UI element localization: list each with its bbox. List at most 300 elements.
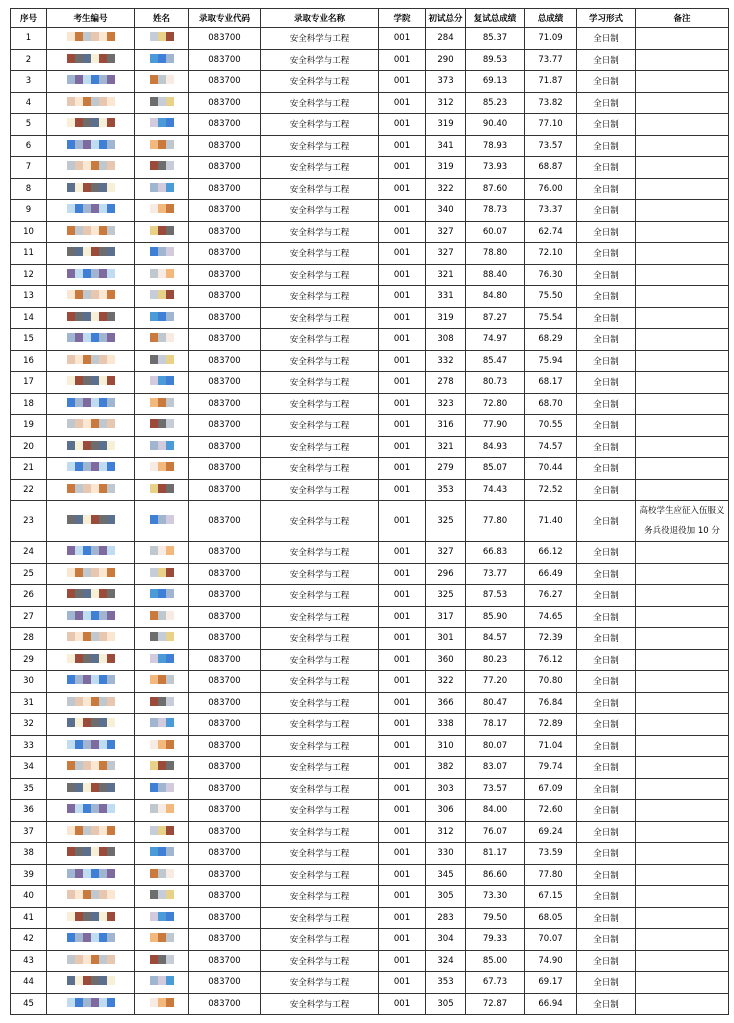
cell-major-name: 安全科学与工程 bbox=[261, 28, 379, 50]
mosaic-pixel bbox=[107, 933, 115, 942]
cell-seq: 7 bbox=[11, 157, 47, 179]
mosaic-pixel bbox=[67, 589, 75, 598]
mosaic-pixel bbox=[166, 740, 174, 749]
redaction-mosaic bbox=[150, 718, 174, 727]
mosaic-pixel bbox=[150, 546, 158, 555]
mosaic-pixel bbox=[107, 118, 115, 127]
mosaic-pixel bbox=[150, 912, 158, 921]
mosaic-pixel bbox=[107, 890, 115, 899]
mosaic-pixel bbox=[99, 568, 107, 577]
cell-total-score: 74.65 bbox=[525, 606, 577, 628]
mosaic-pixel bbox=[67, 976, 75, 985]
table-row bbox=[11, 178, 729, 200]
redaction-mosaic bbox=[150, 183, 174, 192]
cell-major-code: 083700 bbox=[189, 286, 261, 308]
cell-exam-id-redacted bbox=[47, 950, 135, 972]
mosaic-pixel bbox=[107, 740, 115, 749]
cell-retest-score: 85.07 bbox=[466, 458, 525, 480]
cell-school: 001 bbox=[379, 563, 426, 585]
redaction-mosaic bbox=[67, 183, 115, 192]
mosaic-pixel bbox=[158, 740, 166, 749]
mosaic-pixel bbox=[158, 761, 166, 770]
cell-total-score: 77.10 bbox=[525, 114, 577, 136]
mosaic-pixel bbox=[75, 955, 83, 964]
mosaic-pixel bbox=[166, 54, 174, 63]
mosaic-pixel bbox=[91, 204, 99, 213]
mosaic-pixel bbox=[91, 355, 99, 364]
cell-initial-score: 283 bbox=[426, 907, 466, 929]
table-row bbox=[11, 243, 729, 265]
cell-initial-score: 290 bbox=[426, 49, 466, 71]
cell-major-code: 083700 bbox=[189, 135, 261, 157]
cell-initial-score: 340 bbox=[426, 200, 466, 222]
mosaic-pixel bbox=[107, 675, 115, 684]
cell-total-score: 72.52 bbox=[525, 479, 577, 501]
mosaic-pixel bbox=[158, 462, 166, 471]
cell-name-redacted bbox=[135, 907, 189, 929]
mosaic-pixel bbox=[99, 804, 107, 813]
mosaic-pixel bbox=[83, 976, 91, 985]
mosaic-pixel bbox=[83, 869, 91, 878]
mosaic-pixel bbox=[75, 247, 83, 256]
cell-study-mode: 全日制 bbox=[577, 649, 636, 671]
mosaic-pixel bbox=[166, 269, 174, 278]
mosaic-pixel bbox=[67, 97, 75, 106]
cell-exam-id-redacted bbox=[47, 307, 135, 329]
table-header-row bbox=[11, 9, 729, 28]
mosaic-pixel bbox=[107, 611, 115, 620]
mosaic-pixel bbox=[158, 183, 166, 192]
redaction-mosaic bbox=[150, 515, 174, 524]
cell-school: 001 bbox=[379, 200, 426, 222]
cell-seq: 40 bbox=[11, 886, 47, 908]
mosaic-pixel bbox=[158, 589, 166, 598]
cell-note bbox=[636, 264, 729, 286]
cell-retest-score: 60.07 bbox=[466, 221, 525, 243]
cell-name-redacted bbox=[135, 114, 189, 136]
cell-school: 001 bbox=[379, 221, 426, 243]
table-row bbox=[11, 714, 729, 736]
cell-seq: 20 bbox=[11, 436, 47, 458]
cell-exam-id-redacted bbox=[47, 393, 135, 415]
mosaic-pixel bbox=[150, 826, 158, 835]
cell-name-redacted bbox=[135, 479, 189, 501]
redaction-mosaic bbox=[150, 355, 174, 364]
cell-note bbox=[636, 585, 729, 607]
mosaic-pixel bbox=[75, 804, 83, 813]
cell-retest-score: 87.60 bbox=[466, 178, 525, 200]
mosaic-pixel bbox=[107, 912, 115, 921]
cell-study-mode: 全日制 bbox=[577, 542, 636, 564]
cell-initial-score: 332 bbox=[426, 350, 466, 372]
cell-study-mode: 全日制 bbox=[577, 243, 636, 265]
cell-school: 001 bbox=[379, 606, 426, 628]
cell-study-mode: 全日制 bbox=[577, 286, 636, 308]
mosaic-pixel bbox=[158, 611, 166, 620]
cell-study-mode: 全日制 bbox=[577, 907, 636, 929]
mosaic-pixel bbox=[150, 204, 158, 213]
mosaic-pixel bbox=[83, 890, 91, 899]
mosaic-pixel bbox=[75, 890, 83, 899]
redaction-mosaic bbox=[67, 998, 115, 1007]
cell-seq: 34 bbox=[11, 757, 47, 779]
mosaic-pixel bbox=[158, 826, 166, 835]
cell-seq: 6 bbox=[11, 135, 47, 157]
cell-exam-id-redacted bbox=[47, 49, 135, 71]
redaction-mosaic bbox=[67, 226, 115, 235]
cell-note bbox=[636, 49, 729, 71]
redaction-mosaic bbox=[67, 290, 115, 299]
cell-note bbox=[636, 864, 729, 886]
cell-name-redacted bbox=[135, 864, 189, 886]
cell-total-score: 72.10 bbox=[525, 243, 577, 265]
mosaic-pixel bbox=[99, 97, 107, 106]
cell-major-name: 安全科学与工程 bbox=[261, 993, 379, 1015]
cell-seq: 38 bbox=[11, 843, 47, 865]
cell-total-score: 67.09 bbox=[525, 778, 577, 800]
cell-seq: 44 bbox=[11, 972, 47, 994]
cell-school: 001 bbox=[379, 135, 426, 157]
cell-total-score: 73.59 bbox=[525, 843, 577, 865]
table-row bbox=[11, 778, 729, 800]
table-row bbox=[11, 264, 729, 286]
table-row bbox=[11, 286, 729, 308]
cell-major-code: 083700 bbox=[189, 71, 261, 93]
mosaic-pixel bbox=[67, 398, 75, 407]
cell-major-code: 083700 bbox=[189, 243, 261, 265]
mosaic-pixel bbox=[107, 484, 115, 493]
cell-school: 001 bbox=[379, 714, 426, 736]
cell-major-code: 083700 bbox=[189, 714, 261, 736]
redaction-mosaic bbox=[150, 32, 174, 41]
mosaic-pixel bbox=[83, 183, 91, 192]
mosaic-pixel bbox=[166, 955, 174, 964]
mosaic-pixel bbox=[166, 890, 174, 899]
cell-name-redacted bbox=[135, 501, 189, 542]
mosaic-pixel bbox=[91, 783, 99, 792]
mosaic-pixel bbox=[107, 718, 115, 727]
redaction-mosaic bbox=[150, 290, 174, 299]
cell-major-name: 安全科学与工程 bbox=[261, 542, 379, 564]
cell-major-name: 安全科学与工程 bbox=[261, 950, 379, 972]
cell-total-score: 71.40 bbox=[525, 501, 577, 542]
mosaic-pixel bbox=[83, 161, 91, 170]
mosaic-pixel bbox=[75, 515, 83, 524]
mosaic-pixel bbox=[67, 933, 75, 942]
table-row bbox=[11, 479, 729, 501]
cell-school: 001 bbox=[379, 886, 426, 908]
cell-study-mode: 全日制 bbox=[577, 950, 636, 972]
cell-study-mode: 全日制 bbox=[577, 864, 636, 886]
mosaic-pixel bbox=[75, 398, 83, 407]
redaction-mosaic bbox=[150, 826, 174, 835]
cell-exam-id-redacted bbox=[47, 778, 135, 800]
mosaic-pixel bbox=[75, 226, 83, 235]
cell-note bbox=[636, 28, 729, 50]
mosaic-pixel bbox=[67, 226, 75, 235]
mosaic-pixel bbox=[91, 226, 99, 235]
cell-study-mode: 全日制 bbox=[577, 993, 636, 1015]
mosaic-pixel bbox=[91, 976, 99, 985]
cell-major-name: 安全科学与工程 bbox=[261, 929, 379, 951]
cell-exam-id-redacted bbox=[47, 479, 135, 501]
mosaic-pixel bbox=[158, 484, 166, 493]
mosaic-pixel bbox=[158, 675, 166, 684]
mosaic-pixel bbox=[67, 697, 75, 706]
cell-retest-score: 81.17 bbox=[466, 843, 525, 865]
cell-study-mode: 全日制 bbox=[577, 28, 636, 50]
cell-initial-score: 345 bbox=[426, 864, 466, 886]
cell-initial-score: 319 bbox=[426, 157, 466, 179]
mosaic-pixel bbox=[83, 247, 91, 256]
cell-note bbox=[636, 92, 729, 114]
redaction-mosaic bbox=[67, 75, 115, 84]
cell-major-code: 083700 bbox=[189, 692, 261, 714]
cell-retest-score: 74.43 bbox=[466, 479, 525, 501]
mosaic-pixel bbox=[107, 441, 115, 450]
mosaic-pixel bbox=[166, 912, 174, 921]
redaction-mosaic bbox=[67, 333, 115, 342]
cell-name-redacted bbox=[135, 372, 189, 394]
mosaic-pixel bbox=[166, 546, 174, 555]
cell-seq: 30 bbox=[11, 671, 47, 693]
redaction-mosaic bbox=[150, 484, 174, 493]
cell-retest-score: 87.53 bbox=[466, 585, 525, 607]
cell-initial-score: 303 bbox=[426, 778, 466, 800]
cell-total-score: 73.77 bbox=[525, 49, 577, 71]
mosaic-pixel bbox=[158, 890, 166, 899]
mosaic-pixel bbox=[91, 183, 99, 192]
table-row bbox=[11, 886, 729, 908]
redaction-mosaic bbox=[150, 161, 174, 170]
mosaic-pixel bbox=[83, 632, 91, 641]
cell-name-redacted bbox=[135, 350, 189, 372]
mosaic-pixel bbox=[150, 675, 158, 684]
mosaic-pixel bbox=[83, 54, 91, 63]
redaction-mosaic bbox=[150, 75, 174, 84]
cell-exam-id-redacted bbox=[47, 28, 135, 50]
mosaic-pixel bbox=[75, 54, 83, 63]
mosaic-pixel bbox=[67, 675, 75, 684]
mosaic-pixel bbox=[91, 804, 99, 813]
cell-major-code: 083700 bbox=[189, 843, 261, 865]
mosaic-pixel bbox=[99, 955, 107, 964]
mosaic-pixel bbox=[107, 955, 115, 964]
cell-exam-id-redacted bbox=[47, 714, 135, 736]
mosaic-pixel bbox=[166, 290, 174, 299]
mosaic-pixel bbox=[166, 204, 174, 213]
cell-name-redacted bbox=[135, 821, 189, 843]
mosaic-pixel bbox=[166, 140, 174, 149]
mosaic-pixel bbox=[150, 589, 158, 598]
mosaic-pixel bbox=[67, 204, 75, 213]
mosaic-pixel bbox=[75, 847, 83, 856]
cell-exam-id-redacted bbox=[47, 329, 135, 351]
cell-initial-score: 304 bbox=[426, 929, 466, 951]
redaction-mosaic bbox=[150, 140, 174, 149]
cell-note bbox=[636, 221, 729, 243]
cell-note bbox=[636, 972, 729, 994]
mosaic-pixel bbox=[83, 955, 91, 964]
mosaic-pixel bbox=[75, 589, 83, 598]
cell-school: 001 bbox=[379, 49, 426, 71]
cell-exam-id-redacted bbox=[47, 542, 135, 564]
cell-retest-score: 84.80 bbox=[466, 286, 525, 308]
mosaic-pixel bbox=[83, 376, 91, 385]
mosaic-pixel bbox=[91, 515, 99, 524]
table-row bbox=[11, 436, 729, 458]
cell-major-code: 083700 bbox=[189, 458, 261, 480]
mosaic-pixel bbox=[107, 462, 115, 471]
mosaic-pixel bbox=[83, 761, 91, 770]
mosaic-pixel bbox=[83, 118, 91, 127]
cell-total-score: 68.05 bbox=[525, 907, 577, 929]
cell-name-redacted bbox=[135, 178, 189, 200]
mosaic-pixel bbox=[99, 441, 107, 450]
mosaic-pixel bbox=[83, 826, 91, 835]
cell-major-name: 安全科学与工程 bbox=[261, 649, 379, 671]
mosaic-pixel bbox=[107, 247, 115, 256]
redaction-mosaic bbox=[150, 462, 174, 471]
mosaic-pixel bbox=[67, 376, 75, 385]
mosaic-pixel bbox=[99, 204, 107, 213]
cell-exam-id-redacted bbox=[47, 200, 135, 222]
cell-school: 001 bbox=[379, 778, 426, 800]
redaction-mosaic bbox=[67, 97, 115, 106]
mosaic-pixel bbox=[67, 247, 75, 256]
cell-total-score: 66.49 bbox=[525, 563, 577, 585]
mosaic-pixel bbox=[166, 118, 174, 127]
cell-total-score: 73.57 bbox=[525, 135, 577, 157]
mosaic-pixel bbox=[67, 515, 75, 524]
mosaic-pixel bbox=[91, 761, 99, 770]
cell-note bbox=[636, 243, 729, 265]
mosaic-pixel bbox=[67, 912, 75, 921]
redaction-mosaic bbox=[67, 976, 115, 985]
redaction-mosaic bbox=[150, 955, 174, 964]
cell-major-code: 083700 bbox=[189, 221, 261, 243]
cell-exam-id-redacted bbox=[47, 458, 135, 480]
mosaic-pixel bbox=[166, 419, 174, 428]
table-row bbox=[11, 458, 729, 480]
mosaic-pixel bbox=[158, 247, 166, 256]
table-row bbox=[11, 671, 729, 693]
table-row bbox=[11, 350, 729, 372]
cell-name-redacted bbox=[135, 458, 189, 480]
mosaic-pixel bbox=[158, 441, 166, 450]
mosaic-pixel bbox=[67, 869, 75, 878]
cell-study-mode: 全日制 bbox=[577, 221, 636, 243]
mosaic-pixel bbox=[107, 355, 115, 364]
redaction-mosaic bbox=[67, 718, 115, 727]
cell-major-code: 083700 bbox=[189, 950, 261, 972]
cell-major-code: 083700 bbox=[189, 821, 261, 843]
mosaic-pixel bbox=[158, 912, 166, 921]
cell-total-score: 77.80 bbox=[525, 864, 577, 886]
redaction-mosaic bbox=[67, 398, 115, 407]
cell-major-code: 083700 bbox=[189, 972, 261, 994]
redaction-mosaic bbox=[150, 632, 174, 641]
mosaic-pixel bbox=[107, 589, 115, 598]
cell-major-name: 安全科学与工程 bbox=[261, 843, 379, 865]
mosaic-pixel bbox=[150, 484, 158, 493]
cell-seq: 9 bbox=[11, 200, 47, 222]
mosaic-pixel bbox=[83, 484, 91, 493]
mosaic-pixel bbox=[166, 998, 174, 1007]
redaction-mosaic bbox=[150, 761, 174, 770]
mosaic-pixel bbox=[107, 826, 115, 835]
mosaic-pixel bbox=[166, 826, 174, 835]
cell-total-score: 76.27 bbox=[525, 585, 577, 607]
cell-total-score: 75.50 bbox=[525, 286, 577, 308]
mosaic-pixel bbox=[67, 140, 75, 149]
cell-study-mode: 全日制 bbox=[577, 393, 636, 415]
cell-major-name: 安全科学与工程 bbox=[261, 821, 379, 843]
cell-major-name: 安全科学与工程 bbox=[261, 800, 379, 822]
mosaic-pixel bbox=[99, 462, 107, 471]
cell-initial-score: 321 bbox=[426, 264, 466, 286]
cell-school: 001 bbox=[379, 821, 426, 843]
mosaic-pixel bbox=[75, 783, 83, 792]
cell-school: 001 bbox=[379, 243, 426, 265]
table-row bbox=[11, 628, 729, 650]
cell-exam-id-redacted bbox=[47, 628, 135, 650]
cell-initial-score: 319 bbox=[426, 114, 466, 136]
cell-name-redacted bbox=[135, 692, 189, 714]
mosaic-pixel bbox=[107, 204, 115, 213]
mosaic-pixel bbox=[67, 75, 75, 84]
mosaic-pixel bbox=[166, 515, 174, 524]
cell-major-name: 安全科学与工程 bbox=[261, 286, 379, 308]
redaction-mosaic bbox=[67, 933, 115, 942]
cell-initial-score: 325 bbox=[426, 585, 466, 607]
cell-exam-id-redacted bbox=[47, 929, 135, 951]
cell-name-redacted bbox=[135, 286, 189, 308]
mosaic-pixel bbox=[99, 675, 107, 684]
cell-major-name: 安全科学与工程 bbox=[261, 221, 379, 243]
mosaic-pixel bbox=[150, 998, 158, 1007]
cell-name-redacted bbox=[135, 71, 189, 93]
cell-study-mode: 全日制 bbox=[577, 628, 636, 650]
mosaic-pixel bbox=[75, 761, 83, 770]
cell-total-score: 66.94 bbox=[525, 993, 577, 1015]
mosaic-pixel bbox=[107, 546, 115, 555]
mosaic-pixel bbox=[83, 804, 91, 813]
mosaic-pixel bbox=[83, 515, 91, 524]
cell-major-name: 安全科学与工程 bbox=[261, 135, 379, 157]
cell-seq: 13 bbox=[11, 286, 47, 308]
redaction-mosaic bbox=[67, 269, 115, 278]
mosaic-pixel bbox=[107, 312, 115, 321]
mosaic-pixel bbox=[83, 998, 91, 1007]
redaction-mosaic bbox=[67, 697, 115, 706]
cell-school: 001 bbox=[379, 307, 426, 329]
mosaic-pixel bbox=[67, 355, 75, 364]
cell-initial-score: 373 bbox=[426, 71, 466, 93]
mosaic-pixel bbox=[158, 204, 166, 213]
cell-retest-score: 84.93 bbox=[466, 436, 525, 458]
cell-total-score: 66.12 bbox=[525, 542, 577, 564]
mosaic-pixel bbox=[75, 869, 83, 878]
mosaic-pixel bbox=[150, 804, 158, 813]
mosaic-pixel bbox=[75, 718, 83, 727]
cell-seq: 4 bbox=[11, 92, 47, 114]
mosaic-pixel bbox=[150, 783, 158, 792]
cell-school: 001 bbox=[379, 993, 426, 1015]
cell-school: 001 bbox=[379, 542, 426, 564]
mosaic-pixel bbox=[150, 247, 158, 256]
cell-school: 001 bbox=[379, 415, 426, 437]
